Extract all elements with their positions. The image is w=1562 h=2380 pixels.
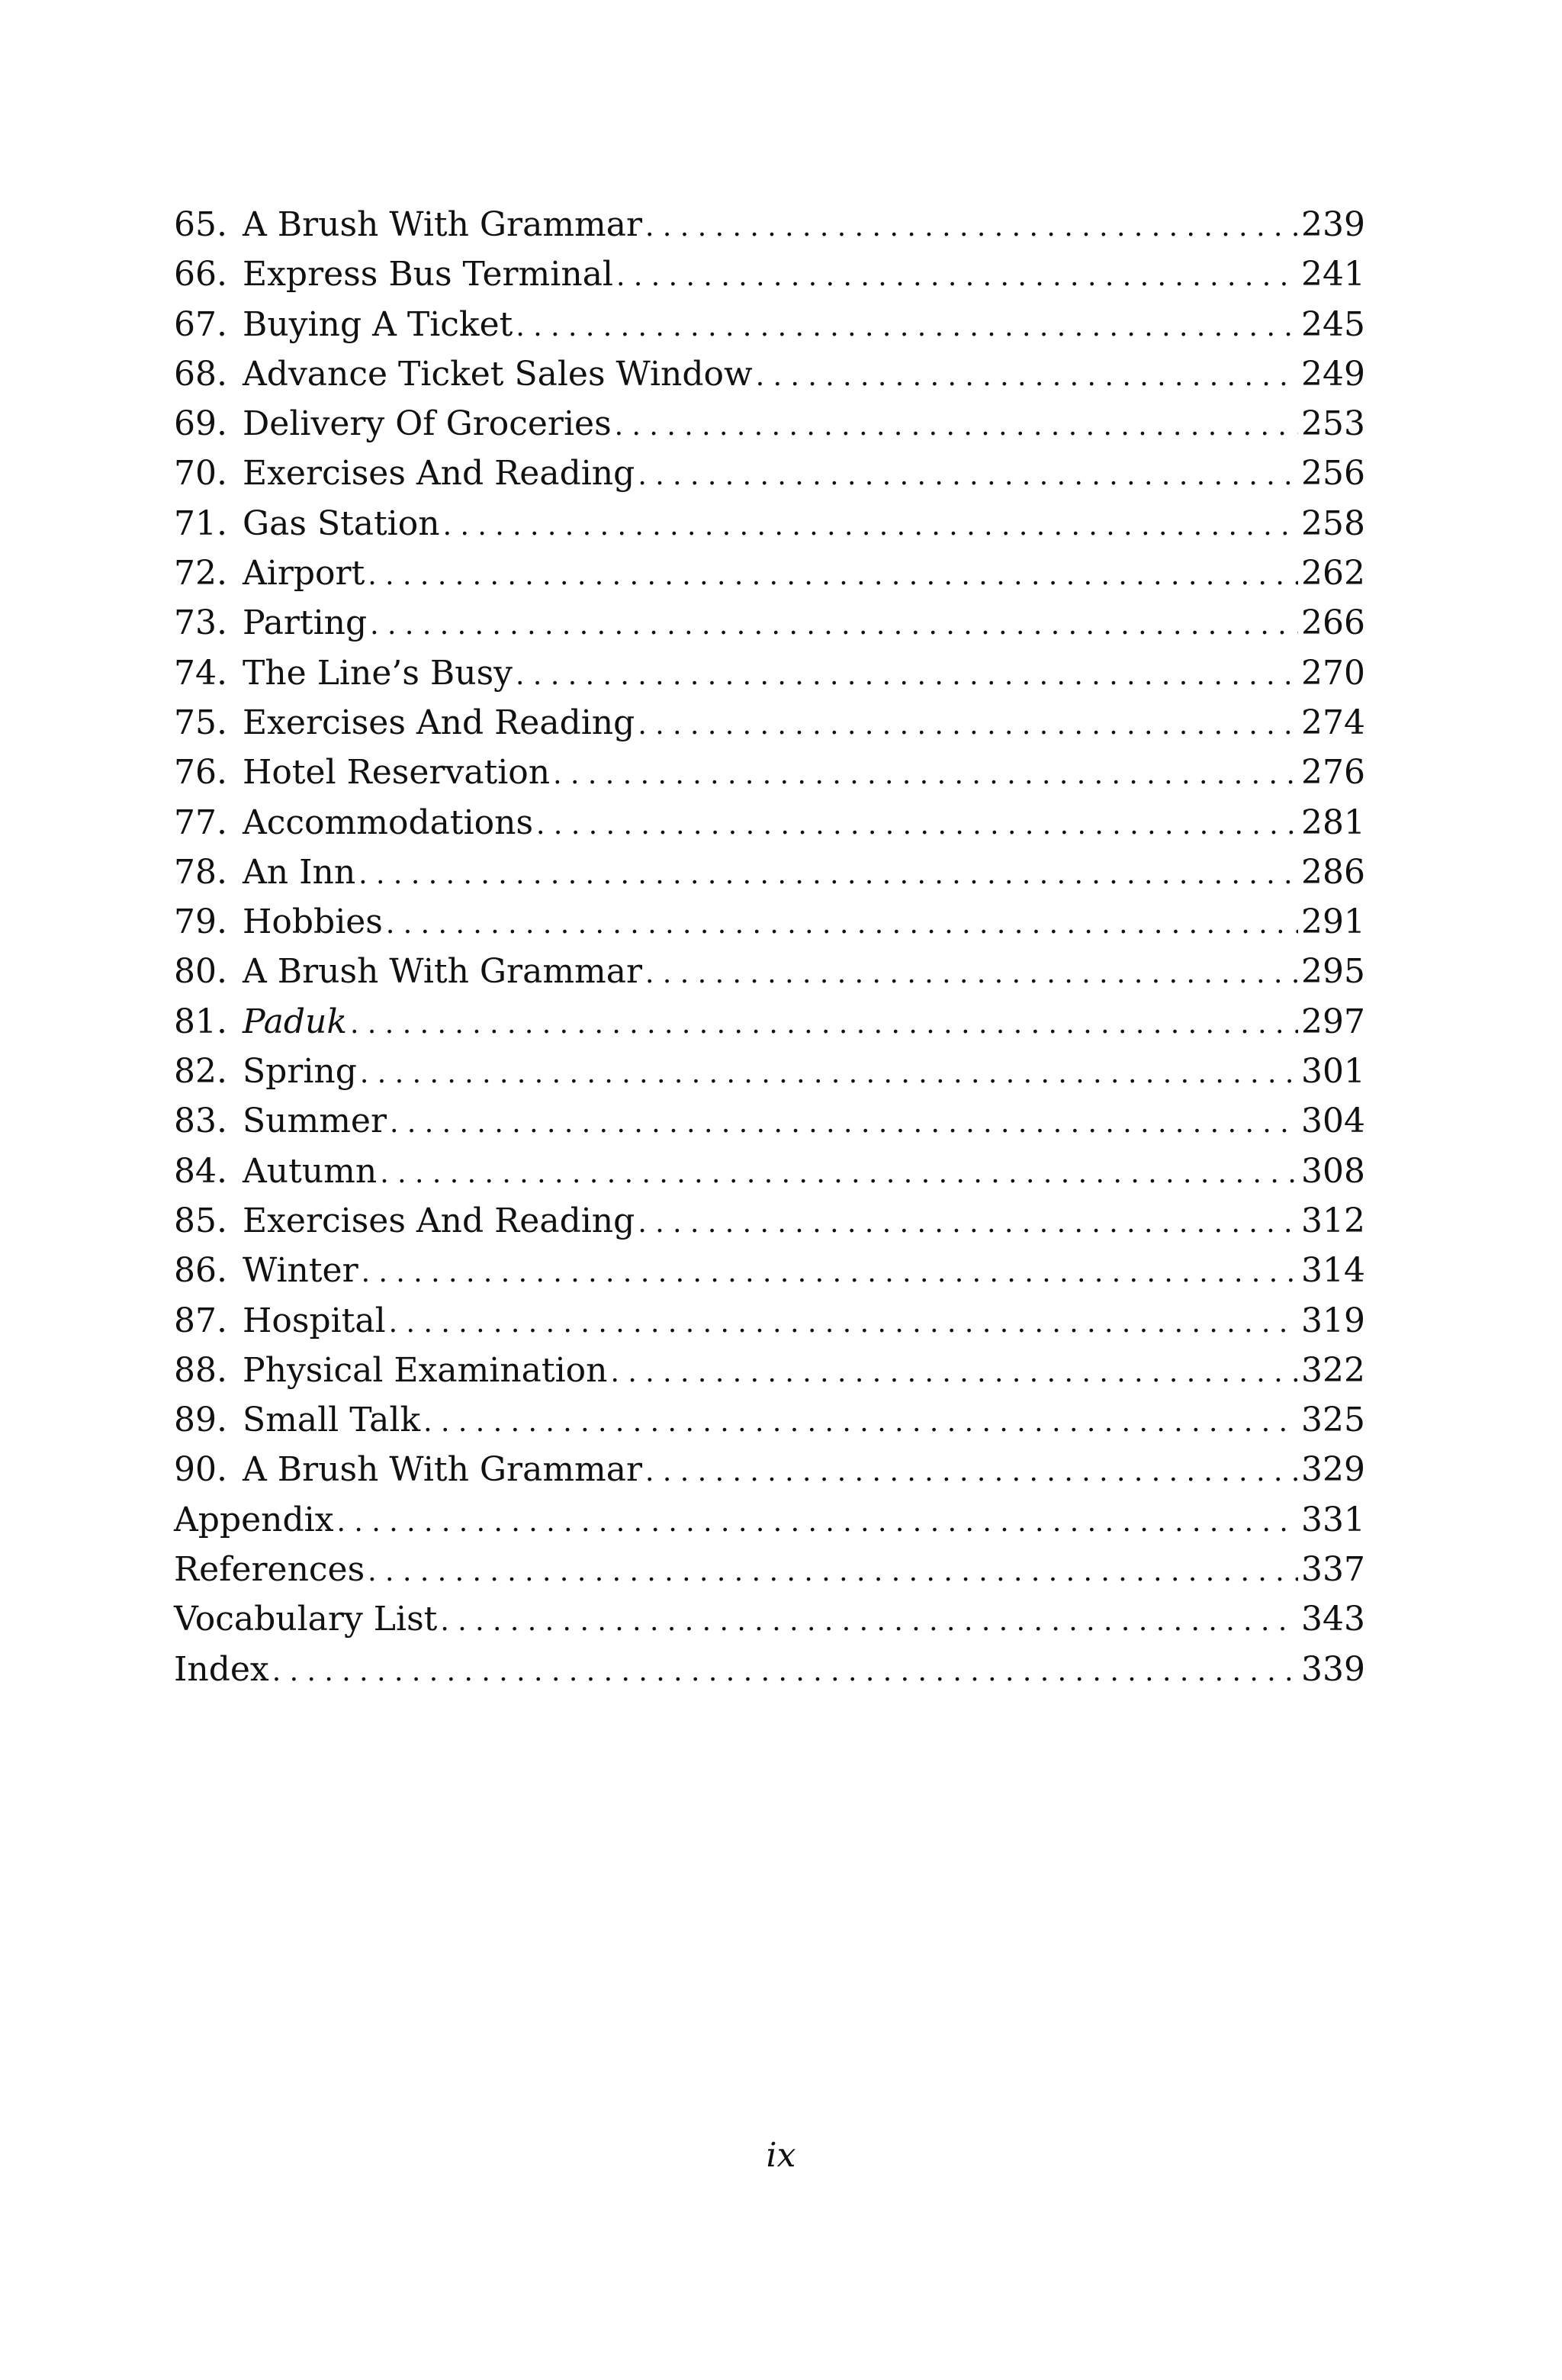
toc-entry-page: 239 [1301,205,1365,244]
toc-entry-number: 83. [174,1102,227,1141]
dot-leader [358,850,1298,899]
toc-entry [174,1196,1365,1246]
toc-entry-page: 308 [1301,1151,1365,1191]
dot-leader [423,1397,1298,1447]
dot-leader [553,750,1298,799]
toc-entry-title: Winter [243,1251,358,1291]
dot-leader [390,1098,1298,1148]
toc-entry-title: A Brush With Grammar [243,205,643,244]
toc-entry-title: Express Bus Terminal [243,255,613,294]
toc-entry-title: Advance Ticket Sales Window [243,354,753,394]
dot-leader [350,999,1298,1049]
toc-entry-number: 85. [174,1201,227,1240]
toc-entry-number: 67. [174,304,227,344]
toc-entry-number: 80. [174,952,227,992]
dot-leader [638,1198,1298,1248]
toc-entry [174,1096,1365,1146]
toc-entry-title: Index [174,1649,269,1689]
toc-entry [174,1395,1365,1445]
toc-entry [174,648,1365,698]
toc-entry-title: Delivery Of Groceries [243,404,612,444]
toc-entry [174,1495,1365,1545]
toc-entry-number: 65. [174,205,227,244]
toc-entry-number: 73. [174,603,227,643]
toc-entry-number: 87. [174,1301,227,1340]
toc-entry-page: 322 [1301,1350,1365,1390]
dot-leader [368,1547,1298,1597]
toc-entry-page: 266 [1301,603,1365,643]
toc-entry-number: 69. [174,404,227,444]
dot-leader [370,600,1298,650]
toc-entry-page: 249 [1301,354,1365,394]
dot-leader [645,949,1298,999]
dot-leader [611,1348,1299,1397]
dot-leader [615,401,1298,451]
dot-leader [337,1497,1298,1547]
toc-entry-number: 78. [174,852,227,892]
toc-entry-title: Vocabulary List [174,1600,438,1639]
toc-entry-title: Autumn [243,1151,378,1191]
toc-entry [174,1147,1365,1196]
dot-leader [368,551,1298,600]
toc-entry [174,847,1365,897]
toc-entry-page: 262 [1301,554,1365,593]
dot-leader [756,352,1298,401]
toc-entry-title: Hotel Reservation [243,753,551,793]
toc-entry-title: Spring [243,1052,357,1092]
dot-leader [536,800,1298,850]
dot-leader [440,1597,1298,1646]
toc-entry-page: 339 [1301,1649,1365,1689]
dot-leader [516,651,1298,700]
toc-entry [174,200,1365,249]
toc-entry-number: 71. [174,503,227,543]
toc-entry-title: Exercises And Reading [243,454,635,494]
toc-entry [174,698,1365,748]
toc-entry-title: Parting [243,603,368,643]
toc-entry [174,1047,1365,1096]
toc-entry-title: References [174,1550,365,1590]
toc-entry-title: A Brush With Grammar [243,952,643,992]
toc-entry-title: Hobbies [243,902,383,942]
toc-entry-title: Appendix [174,1500,334,1539]
toc-entry-page: 325 [1301,1401,1365,1440]
toc-entry-number: 70. [174,454,227,494]
dot-leader [616,252,1298,301]
toc-entry-page: 291 [1301,902,1365,942]
toc-entry-page: 329 [1301,1450,1365,1490]
toc-entry [174,1594,1365,1644]
toc-entry-page: 281 [1301,802,1365,842]
toc-entry-page: 312 [1301,1201,1365,1240]
toc-entry-title: Hospital [243,1301,386,1340]
table-of-contents [174,200,1365,1694]
toc-entry-number: 72. [174,554,227,593]
toc-entry [174,997,1365,1047]
toc-entry [174,1246,1365,1295]
dot-leader [645,202,1298,252]
toc-entry [174,300,1365,349]
toc-entry-page: 286 [1301,852,1365,892]
toc-entry-page: 319 [1301,1301,1365,1340]
toc-entry-number: 90. [174,1450,227,1490]
toc-entry [174,798,1365,847]
toc-entry-title: Summer [243,1102,387,1141]
toc-entry-title: Buying A Ticket [243,304,513,344]
toc-entry-title: Accommodations [243,802,534,842]
toc-entry-title: A Brush With Grammar [243,1450,643,1490]
toc-entry-title: An Inn [243,852,356,892]
toc-entry [174,349,1365,399]
toc-entry [174,499,1365,548]
toc-entry [174,598,1365,648]
dot-leader [360,1049,1298,1098]
toc-entry [174,449,1365,498]
toc-entry [174,1445,1365,1494]
toc-entry-page: 337 [1301,1550,1365,1590]
toc-entry-page: 253 [1301,404,1365,444]
toc-entry [174,548,1365,598]
dot-leader [362,1248,1298,1298]
toc-entry-title: Exercises And Reading [243,1201,635,1240]
toc-entry-number: 68. [174,354,227,394]
toc-entry-number: 81. [174,1002,227,1041]
toc-entry-page: 270 [1301,653,1365,693]
page-number-folio: ix [766,2136,796,2175]
dot-leader [516,302,1298,352]
toc-entry [174,748,1365,797]
toc-entry-number: 84. [174,1151,227,1191]
toc-entry-page: 274 [1301,703,1365,742]
dot-leader [638,700,1298,750]
toc-entry-title: Airport [243,554,365,593]
toc-entry [174,399,1365,449]
dot-leader [380,1149,1298,1198]
toc-entry [174,1645,1365,1694]
toc-entry [174,249,1365,299]
toc-entry-page: 297 [1301,1002,1365,1041]
toc-entry-title: The Line’s Busy [243,653,513,693]
toc-entry-page: 304 [1301,1102,1365,1141]
toc-entry [174,1296,1365,1346]
toc-entry-number: 88. [174,1350,227,1390]
dot-leader [638,451,1298,500]
toc-entry-page: 331 [1301,1500,1365,1539]
toc-entry-title: Exercises And Reading [243,703,635,742]
dot-leader [645,1447,1298,1497]
toc-entry-page: 295 [1301,952,1365,992]
toc-entry-number: 86. [174,1251,227,1291]
toc-entry-number: 77. [174,802,227,842]
toc-entry-title: Small Talk [243,1401,421,1440]
toc-entry-title: Gas Station [243,503,440,543]
toc-entry-number: 74. [174,653,227,693]
toc-entry-number: 89. [174,1401,227,1440]
toc-entry-number: 79. [174,902,227,942]
toc-entry-number: 82. [174,1052,227,1092]
toc-entry-number: 76. [174,753,227,793]
toc-entry-page: 258 [1301,503,1365,543]
toc-entry-title: Physical Examination [243,1350,608,1390]
toc-entry-number: 75. [174,703,227,742]
toc-entry-title: Paduk [243,1002,348,1041]
toc-entry-page: 301 [1301,1052,1365,1092]
dot-leader [386,899,1298,949]
dot-leader [443,501,1298,551]
toc-entry-number: 66. [174,255,227,294]
dot-leader [389,1298,1298,1348]
toc-entry [174,1346,1365,1395]
toc-entry-page: 245 [1301,304,1365,344]
toc-entry-page: 256 [1301,454,1365,494]
dot-leader [272,1647,1298,1697]
toc-entry-page: 241 [1301,255,1365,294]
toc-entry [174,947,1365,996]
toc-entry [174,1545,1365,1594]
toc-entry-page: 276 [1301,753,1365,793]
toc-entry [174,897,1365,947]
toc-entry-page: 314 [1301,1251,1365,1291]
toc-entry-page: 343 [1301,1600,1365,1639]
